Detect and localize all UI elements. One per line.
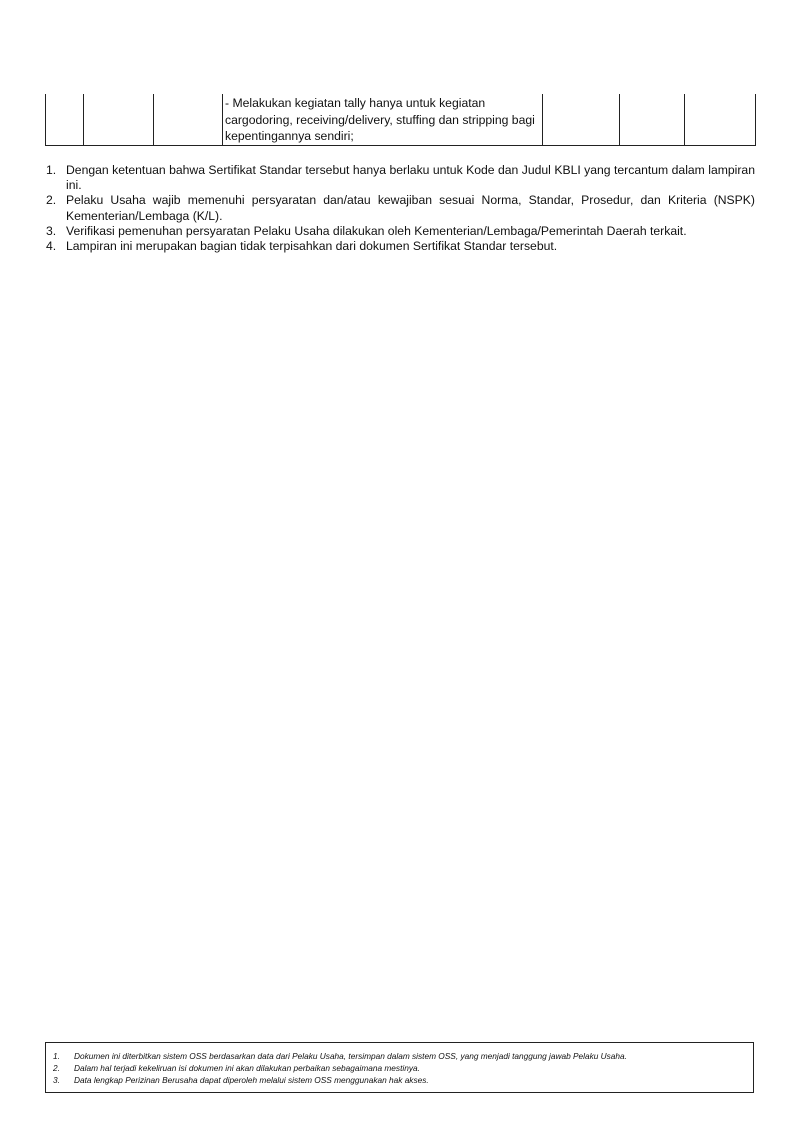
footer-note [53, 1074, 747, 1086]
table-cell-no [46, 94, 84, 145]
list-item [45, 163, 755, 193]
table-cell-status [543, 94, 620, 145]
table-row [46, 94, 756, 145]
list-item-number: 2. [46, 193, 57, 208]
list-item-number: 4. [46, 239, 57, 254]
list-item [45, 193, 755, 223]
table-cell-code [84, 94, 154, 145]
footer-note-text: Dalam hal terjadi kekeliruan isi dokumen ini akan dilakukan perbaikan sebagaimana mestinya. [74, 1063, 420, 1073]
footer-note-text: Data lengkap Perizinan Berusaha dapat diperoleh melalui sistem OSS menggunakan hak akses. [74, 1075, 429, 1085]
footer-note-number: 1. [53, 1051, 60, 1061]
table-cell-extra-1 [620, 94, 685, 145]
list-item-number: 3. [46, 223, 57, 238]
list-item [45, 239, 755, 254]
list-item [45, 224, 755, 239]
footer-note-number: 3. [53, 1075, 60, 1085]
list-item-text: Dengan ketentuan bahwa Sertifikat Standar tersebut hanya berlaku untuk Kode dan Judul KBLI yang tercantum dalam lampiran ini. [66, 163, 755, 193]
table-cell-requirements [223, 94, 543, 145]
notes-list [45, 163, 755, 254]
list-item-text: Pelaku Usaha wajib memenuhi persyaratan dan/atau kewajiban sesuai Norma, Standar, Prosedur, dan Kriteria (NSPK) Kementerian/Lembaga (K/L). [66, 193, 755, 223]
table-cell-title [154, 94, 223, 145]
table-cell-extra-2 [685, 94, 756, 145]
footer-disclaimer [45, 1042, 754, 1093]
footer-note [53, 1062, 747, 1074]
footer-note [53, 1050, 747, 1062]
list-item-number: 1. [46, 163, 57, 177]
footer-note-number: 2. [53, 1063, 60, 1073]
permit-table [45, 94, 756, 146]
requirement-line: kepentingannya sendiri; [225, 129, 354, 143]
requirement-line: cargodoring, receiving/delivery, stuffing dan stripping bagi [225, 112, 535, 127]
requirement-line: - Melakukan kegiatan tally hanya untuk kegiatan [225, 96, 486, 110]
list-item-text: Lampiran ini merupakan bagian tidak terpisahkan dari dokumen Sertifikat Standar tersebut. [66, 239, 558, 254]
footer-note-text: Dokumen ini diterbitkan sistem OSS berdasarkan data dari Pelaku Usaha, tersimpan dalam sistem OSS, yang menjadi tanggung jawab Pelaku Usaha. [74, 1051, 627, 1061]
list-item-text: Verifikasi pemenuhan persyaratan Pelaku Usaha dilakukan oleh Kementerian/Lembaga/Pemerintah Daerah terkait. [66, 223, 687, 238]
